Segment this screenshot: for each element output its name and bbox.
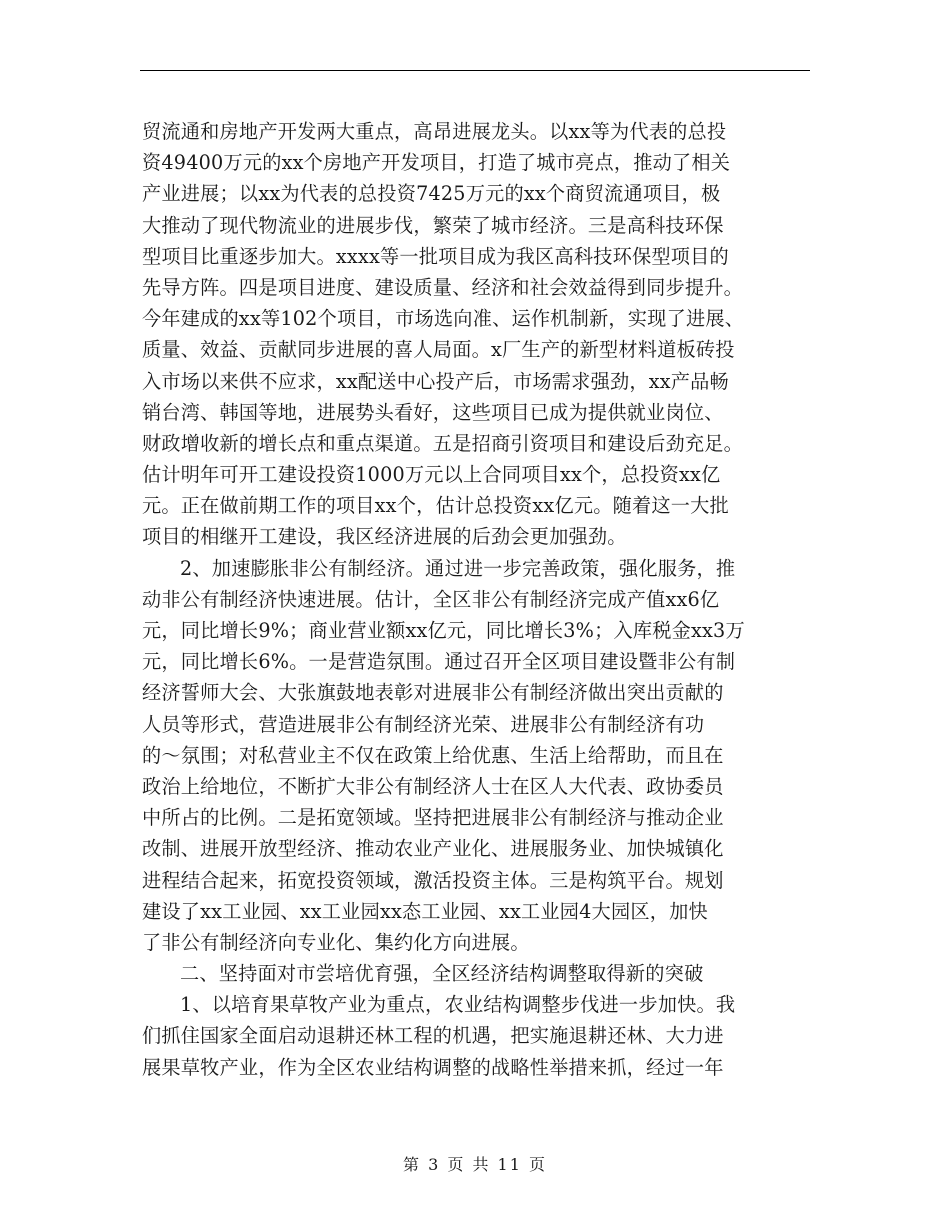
text-line: 中所占的比例。二是拓宽领域。坚持把进展非公有制经济与推动企业 [142,806,724,830]
text-line: 今年建成的xx等102个项目，市场选向准、运作机制新，实现了进展、 [142,307,745,331]
text-line: 经济誓师大会、大张旗鼓地表彰对进展非公有制经济做出突出贡献的 [142,681,724,705]
text-line: 二、坚持面对市尝培优育强，全区经济结构调整取得新的突破 [180,962,704,986]
text-line: 估计明年可开工建设投资1000万元以上合同项目xx个，总投资xx亿 [142,463,721,487]
text-line: 项目的相继开工建设，我区经济进展的后劲会更加强劲。 [142,525,627,549]
text-line: 资49400万元的xx个房地产开发项目，打造了城市亮点，推动了相关 [142,151,731,175]
text-line: 政治上给地位，不断扩大非公有制经济人士在区人大代表、政协委员 [142,774,724,798]
page-footer: 第 3 页 共 11 页 [403,1155,547,1174]
text-line: 质量、效益、贡献同步进展的喜人局面。x厂生产的新型材料道板砖投 [142,338,735,362]
text-line: 的～氛围；对私营业主不仅在政策上给优惠、生活上给帮助，而且在 [142,743,724,767]
text-line: 产业进展；以xx为代表的总投资7425万元的xx个商贸流通项目，极 [142,182,721,206]
text-line: 元，同比增长9%；商业营业额xx亿元，同比增长3%；入库税金xx3万 [142,619,745,642]
text-line: 2、加速膨胀非公有制经济。通过进一步完善政策，强化服务，推 [180,556,736,580]
text-line: 型项目比重逐步加大。xxxx等一批项目成为我区高科技环保型项目的 [142,244,729,268]
text-line: 财政增收新的增长点和重点渠道。五是招商引资项目和建设后劲充足。 [142,431,744,455]
text-line: 1、以培育果草牧产业为重点，农业结构调整步伐进一步加快。我 [180,993,736,1017]
header-rule [140,70,810,71]
text-line: 动非公有制经济快速进展。估计，全区非公有制经济完成产值xx6亿 [142,587,720,611]
text-line: 们抓住国家全面启动退耕还林工程的机遇，把实施退耕还林、大力进 [142,1024,724,1048]
text-line: 先导方阵。四是项目进度、建设质量、经济和社会效益得到同步提升。 [142,275,744,299]
text-line: 贸流通和房地产开发两大重点，高昂进展龙头。以xx等为代表的总投 [142,120,727,143]
text-line: 入市场以来供不应求，xx配送中心投产后，市场需求强劲，xx产品畅 [142,369,729,393]
text-line: 展果草牧产业，作为全区农业结构调整的战略性举措来抓，经过一年 [142,1055,724,1079]
text-line: 销台湾、韩国等地，进展势头看好，这些项目已成为提供就业岗位、 [142,400,724,424]
text-line: 大推动了现代物流业的进展步伐，繁荣了城市经济。三是高科技环保 [142,213,724,237]
text-line: 人员等形式，营造进展非公有制经济光荣、进展非公有制经济有功 [142,712,705,736]
text-line: 元，同比增长6%。一是营造氛围。通过召开全区项目建设暨非公有制 [142,650,736,674]
document-body [142,116,810,1083]
text-line: 建设了xx工业园、xx工业园xx态工业园、xx工业园4大园区，加快 [142,899,708,923]
text-line: 进程结合起来，拓宽投资领域，激活投资主体。三是构筑平台。规划 [142,868,724,892]
text-line: 了非公有制经济向专业化、集约化方向进展。 [142,930,530,954]
text-line: 元。正在做前期工作的项目xx个，估计总投资xx亿元。随着这一大批 [142,494,729,518]
text-line: 改制、进展开放型经济、推动农业产业化、进展服务业、加快城镇化 [142,837,724,861]
